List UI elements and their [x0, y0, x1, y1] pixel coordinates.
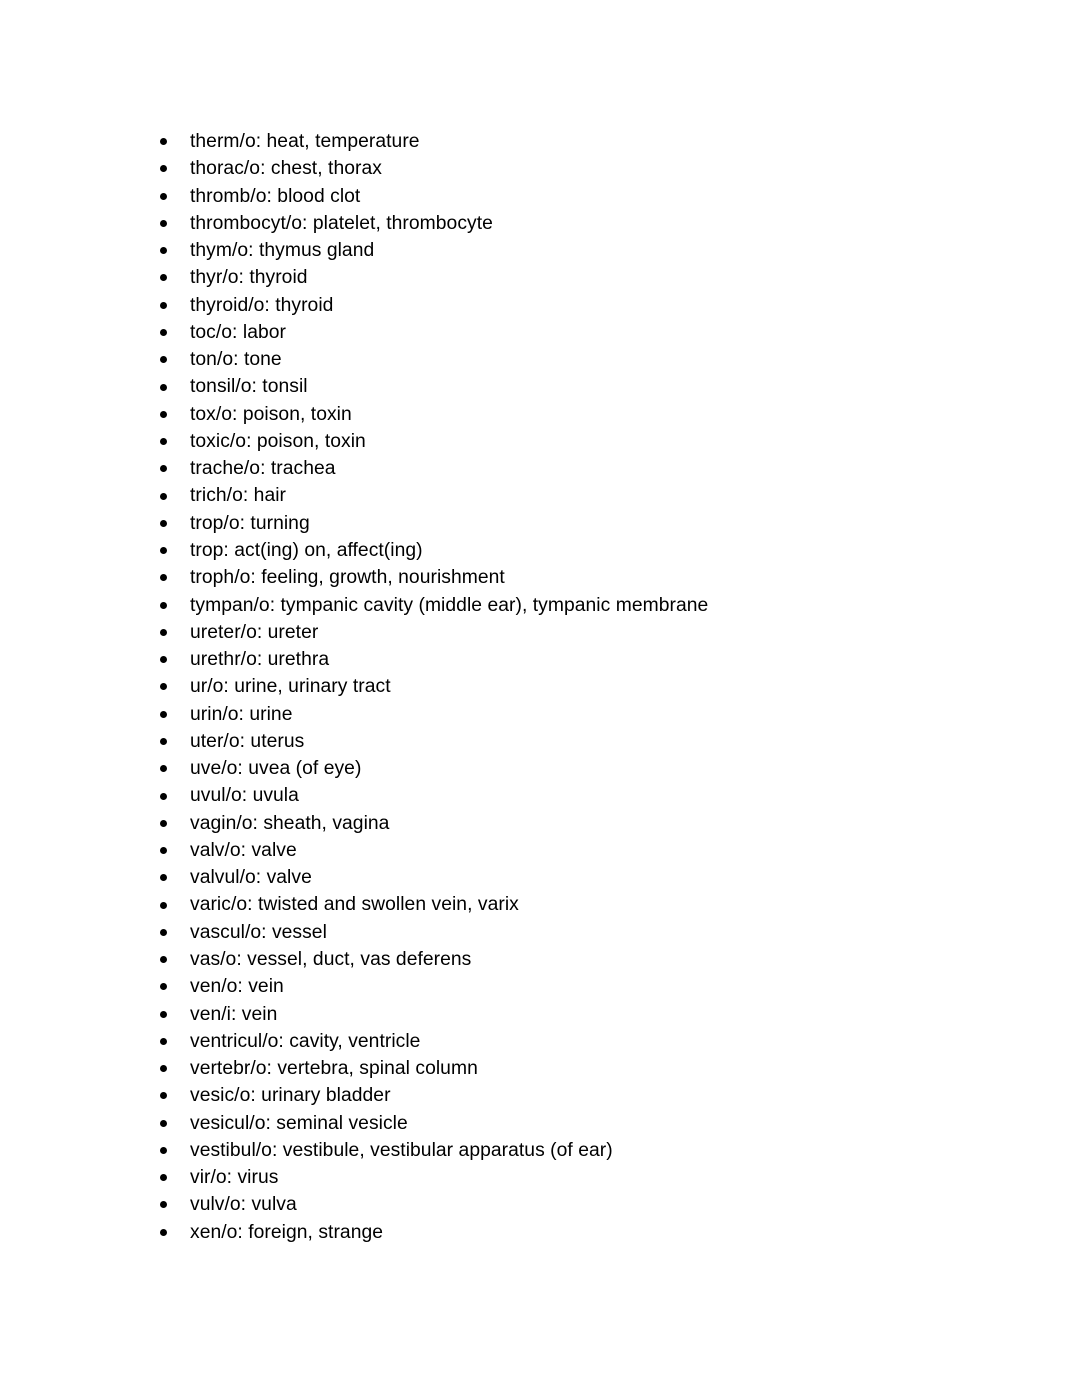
bullet-dot-icon [160, 520, 167, 527]
list-item-text: therm/o: heat, temperature [190, 131, 420, 152]
list-item [0, 891, 1080, 918]
list-item [0, 810, 1080, 837]
list-item [0, 155, 1080, 182]
bullet-dot-icon [160, 247, 167, 254]
bullet-dot-icon [160, 929, 167, 936]
list-item-text: trop: act(ing) on, affect(ing) [190, 539, 423, 561]
list-item [0, 401, 1080, 428]
list-item [0, 428, 1080, 455]
list-item-text: ventricul/o: cavity, ventricle [190, 1030, 421, 1052]
list-item [0, 946, 1080, 973]
list-item-text: troph/o: feeling, growth, nourishment [190, 567, 505, 589]
list-item [0, 646, 1080, 673]
list-item-text: xen/o: foreign, strange [190, 1221, 384, 1243]
bullet-dot-icon [160, 983, 167, 990]
list-item-text: urethr/o: urethra [190, 649, 330, 671]
list-item [0, 619, 1080, 646]
list-item [0, 973, 1080, 1000]
list-item [0, 1110, 1080, 1137]
bullet-dot-icon [160, 302, 167, 309]
list-item-text: valvul/o: valve [190, 867, 312, 889]
list-item [0, 564, 1080, 591]
list-item-text: ur/o: urine, urinary tract [190, 676, 391, 698]
list-item [0, 292, 1080, 319]
list-item-text: trache/o: trachea [190, 458, 336, 480]
list-item [0, 319, 1080, 346]
list-item-text: ureter/o: ureter [190, 621, 319, 643]
bullet-dot-icon [160, 1120, 167, 1127]
list-item [0, 1001, 1080, 1028]
list-item-text: ven/i: vein [190, 1003, 278, 1025]
medical-word-roots-list [0, 128, 1080, 1246]
list-item-text: tonsil/o: tonsil [190, 376, 308, 398]
list-item-text: vas/o: vessel, duct, vas deferens [190, 948, 472, 970]
list-item-text: trop/o: turning [190, 512, 310, 534]
bullet-dot-icon [160, 793, 167, 800]
list-item [0, 482, 1080, 509]
list-item [0, 237, 1080, 264]
list-item-text: vestibul/o: vestibule, vestibular apparatus (of ear) [190, 1139, 613, 1161]
list-item [0, 837, 1080, 864]
bullet-dot-icon [160, 193, 167, 200]
bullet-dot-icon [160, 902, 167, 909]
list-item [0, 919, 1080, 946]
bullet-dot-icon [160, 656, 167, 663]
bullet-dot-icon [160, 1174, 167, 1181]
list-item-text: thyroid/o: thyroid [190, 294, 334, 316]
list-item-text: thrombocyt/o: platelet, thrombocyte [190, 212, 493, 234]
list-item-text: tox/o: poison, toxin [190, 403, 352, 425]
bullet-dot-icon [160, 874, 167, 881]
list-item-text: thromb/o: blood clot [190, 185, 361, 207]
list-item [0, 755, 1080, 782]
list-item [0, 455, 1080, 482]
bullet-dot-icon [160, 847, 167, 854]
list-item [0, 673, 1080, 700]
list-item-text: vertebr/o: vertebra, spinal column [190, 1058, 478, 1080]
list-item-text: vir/o: virus [190, 1167, 279, 1189]
list-item-text: thorac/o: chest, thorax [190, 158, 382, 180]
list-item [0, 210, 1080, 237]
list-item-text: vulv/o: vulva [190, 1194, 297, 1216]
list-item [0, 1028, 1080, 1055]
list-item-text: uve/o: uvea (of eye) [190, 758, 362, 780]
list-item-text: toxic/o: poison, toxin [190, 430, 366, 452]
bullet-dot-icon [160, 384, 167, 391]
list-item-text: vagin/o: sheath, vagina [190, 812, 390, 834]
list-item [0, 782, 1080, 809]
list-item [0, 701, 1080, 728]
list-item [0, 592, 1080, 619]
list-item [0, 373, 1080, 400]
list-item [0, 728, 1080, 755]
bullet-dot-icon [160, 574, 167, 581]
bullet-dot-icon [160, 683, 167, 690]
bullet-dot-icon [160, 602, 167, 609]
list-item-text: ton/o: tone [190, 349, 282, 371]
bullet-dot-icon [160, 220, 167, 227]
list-item-text: thyr/o: thyroid [190, 267, 308, 289]
bullet-dot-icon [160, 738, 167, 745]
bullet-dot-icon [160, 1092, 167, 1099]
list-item-text: ven/o: vein [190, 976, 284, 998]
bullet-dot-icon [160, 820, 167, 827]
list-item [0, 1191, 1080, 1218]
bullet-dot-icon [160, 138, 167, 145]
list-item [0, 264, 1080, 291]
list-item [0, 1082, 1080, 1109]
list-item [0, 864, 1080, 891]
list-item [0, 346, 1080, 373]
bullet-dot-icon [160, 1038, 167, 1045]
list-item-text: tympan/o: tympanic cavity (middle ear), tympanic membrane [190, 594, 709, 616]
list-item-text: valv/o: valve [190, 839, 297, 861]
list-item [0, 1055, 1080, 1082]
list-item-text: vesic/o: urinary bladder [190, 1085, 391, 1107]
bullet-dot-icon [160, 547, 167, 554]
bullet-dot-icon [160, 274, 167, 281]
bullet-dot-icon [160, 711, 167, 718]
list-item-text: vesicul/o: seminal vesicle [190, 1112, 408, 1134]
document-body [0, 128, 1080, 1246]
bullet-dot-icon [160, 1065, 167, 1072]
list-item [0, 1164, 1080, 1191]
list-item-text: thym/o: thymus gland [190, 240, 375, 262]
bullet-dot-icon [160, 1201, 167, 1208]
bullet-dot-icon [160, 765, 167, 772]
list-item-text: uter/o: uterus [190, 730, 305, 752]
bullet-dot-icon [160, 1229, 167, 1236]
bullet-dot-icon [160, 956, 167, 963]
list-item [0, 1137, 1080, 1164]
bullet-dot-icon [160, 493, 167, 500]
list-item-text: uvul/o: uvula [190, 785, 299, 807]
list-item [0, 1219, 1080, 1246]
bullet-dot-icon [160, 1147, 167, 1154]
list-item [0, 510, 1080, 537]
list-item-text: toc/o: labor [190, 321, 286, 343]
list-item [0, 128, 1080, 155]
bullet-dot-icon [160, 1011, 167, 1018]
list-item-text: trich/o: hair [190, 485, 287, 507]
bullet-dot-icon [160, 165, 167, 172]
list-item-text: varic/o: twisted and swollen vein, varix [190, 894, 519, 916]
bullet-dot-icon [160, 465, 167, 472]
bullet-dot-icon [160, 438, 167, 445]
bullet-dot-icon [160, 329, 167, 336]
list-item [0, 537, 1080, 564]
list-item-text: urin/o: urine [190, 703, 293, 725]
bullet-dot-icon [160, 356, 167, 363]
bullet-dot-icon [160, 629, 167, 636]
list-item [0, 183, 1080, 210]
bullet-dot-icon [160, 411, 167, 418]
list-item-text: vascul/o: vessel [190, 921, 327, 943]
